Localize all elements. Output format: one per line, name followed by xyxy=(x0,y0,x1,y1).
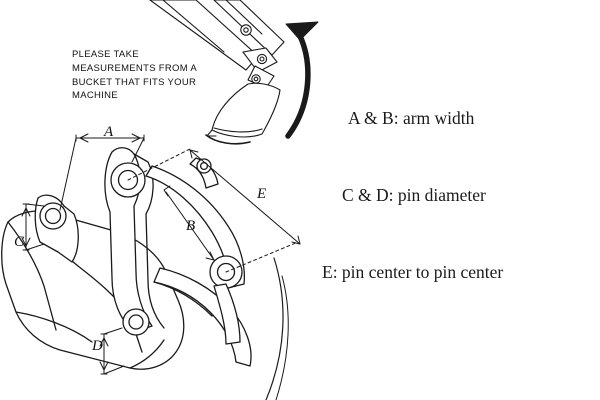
legend-item-cd: C & D: pin diameter xyxy=(342,185,486,205)
measurement-note: PLEASE TAKE MEASUREMENTS FROM A BUCKET THAT FITS YOUR MACHINE xyxy=(72,49,197,102)
legend-item-ab: A & B: arm width xyxy=(348,108,475,128)
dimension-label-b: B xyxy=(186,218,196,234)
legend xyxy=(322,108,600,339)
rotation-arrow xyxy=(286,22,318,136)
dimension-label-a: A xyxy=(104,124,114,140)
dimension-label-e: E xyxy=(257,186,267,202)
dimension-label-c: C xyxy=(14,234,25,250)
legend-item-e: E: pin center to pin center xyxy=(322,262,504,282)
dimension-label-d: D xyxy=(92,338,103,354)
